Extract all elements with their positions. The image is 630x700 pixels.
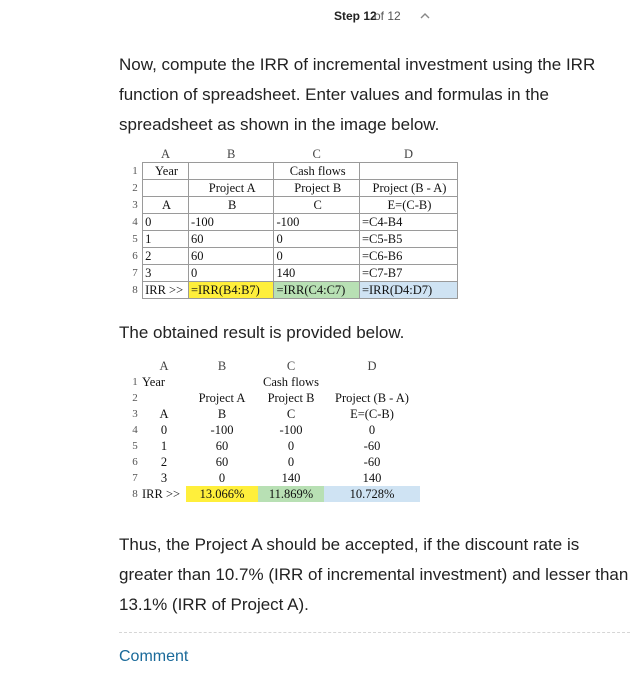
row-number: 3 — [132, 408, 138, 420]
sheet-cell: 0 — [274, 248, 360, 265]
sheet-cell: Year — [142, 375, 166, 389]
row-number: 8 — [132, 488, 138, 500]
sheet-cell: 0 — [143, 214, 189, 231]
sheet-cell: Project B — [267, 391, 315, 405]
sheet-cell: =C5-B5 — [359, 231, 457, 248]
sheet-col-header-row — [128, 358, 420, 374]
sheet-cell — [188, 163, 274, 180]
sheet-cell: Project (B - A) — [335, 391, 409, 405]
sheet-cell: 13.066% — [186, 486, 258, 502]
sheet-cell: =C7-B7 — [359, 265, 457, 282]
sheet-cell: Project B — [274, 180, 360, 197]
sheet-cell: =IRR(D4:D7) — [359, 282, 457, 299]
sheet-row — [128, 438, 420, 454]
sheet-cell: C — [274, 197, 360, 214]
sheet-cell: -60 — [363, 439, 381, 453]
col-head: D — [403, 147, 413, 161]
sheet-cell — [143, 180, 189, 197]
sheet-cell — [186, 374, 258, 390]
sheet-cell: 0 — [188, 265, 274, 282]
sheet-cell: Cash flows — [274, 163, 360, 180]
spreadsheet-results — [128, 358, 420, 502]
sheet-cell: -60 — [363, 455, 381, 469]
sheet-col-header-row — [128, 146, 458, 163]
sheet-cell: 2 — [143, 248, 189, 265]
row-number: 2 — [132, 182, 138, 194]
row-number: 6 — [132, 250, 138, 262]
sheet-cell: IRR >> — [142, 487, 181, 501]
col-head: C — [312, 147, 321, 161]
row-number: 6 — [132, 456, 138, 468]
sheet-cell: B — [188, 197, 274, 214]
row-number: 3 — [132, 199, 138, 211]
sheet-row — [128, 214, 458, 231]
sheet-row — [128, 374, 420, 390]
sheet-row — [128, 406, 420, 422]
col-head: B — [217, 359, 227, 373]
result-intro: The obtained result is provided below. — [119, 323, 405, 342]
sheet-row — [128, 282, 458, 299]
sheet-cell: 1 — [160, 439, 168, 453]
sheet-cell: A — [159, 407, 169, 421]
sheet-cell: Cash flows — [263, 375, 319, 389]
sheet-row — [128, 231, 458, 248]
sheet-cell: 60 — [215, 455, 229, 469]
sheet-cell: 60 — [215, 439, 229, 453]
row-number: 2 — [132, 392, 138, 404]
sheet-cell: 3 — [160, 471, 168, 485]
comment-link[interactable]: Comment — [119, 648, 189, 665]
step-indicator[interactable] — [0, 8, 630, 26]
sheet-cell: 2 — [160, 455, 168, 469]
sheet-cell: 0 — [160, 423, 168, 437]
sheet-cell: Project A — [198, 391, 246, 405]
sheet-cell: 3 — [143, 265, 189, 282]
row-number: 4 — [132, 216, 138, 228]
spreadsheet-formulas — [128, 146, 458, 299]
sheet-row — [128, 197, 458, 214]
row-number: 1 — [132, 376, 138, 388]
sheet-cell: =IRR(C4:C7) — [274, 282, 360, 299]
col-head: C — [286, 359, 296, 373]
col-head: B — [227, 147, 236, 161]
row-number: 1 — [132, 165, 138, 177]
sheet-cell: -100 — [279, 423, 303, 437]
sheet-cell: -100 — [188, 214, 274, 231]
row-number: 5 — [132, 440, 138, 452]
col-head: A — [161, 147, 171, 161]
sheet-row — [128, 454, 420, 470]
sheet-row — [128, 163, 458, 180]
intro-paragraph: Now, compute the IRR of incremental investment using the IRR function of spreadsheet. Enter values and formulas in the spreadsheet as shown in the image below. — [119, 55, 596, 134]
sheet-cell: 0 — [274, 231, 360, 248]
sheet-row — [128, 470, 420, 486]
sheet-row — [128, 422, 420, 438]
step-label: Step 12 — [334, 9, 377, 23]
sheet-cell: -100 — [274, 214, 360, 231]
sheet-cell: 140 — [274, 265, 360, 282]
sheet-cell: B — [217, 407, 227, 421]
sheet-cell: 0 — [218, 471, 226, 485]
col-head: A — [159, 359, 169, 373]
sheet-cell: C — [286, 407, 296, 421]
sheet-cell: 10.728% — [324, 486, 420, 502]
row-number: 4 — [132, 424, 138, 436]
sheet-cell: 0 — [287, 439, 295, 453]
sheet-cell: -100 — [210, 423, 234, 437]
sheet-cell: 140 — [362, 471, 382, 485]
sheet-row — [128, 180, 458, 197]
sheet-cell: Project A — [188, 180, 274, 197]
row-number: 8 — [132, 284, 138, 296]
chevron-up-icon[interactable] — [419, 11, 431, 21]
sheet-cell: 1 — [143, 231, 189, 248]
sheet-cell: A — [143, 197, 189, 214]
sheet-cell: E=(C-B) — [350, 407, 394, 421]
sheet-cell: 0 — [287, 455, 295, 469]
sheet-cell: E=(C-B) — [359, 197, 457, 214]
col-head: D — [367, 359, 377, 373]
sheet-cell: IRR >> — [143, 282, 189, 299]
row-number: 5 — [132, 233, 138, 245]
conclusion-paragraph: Thus, the Project A should be accepted, if the discount rate is greater than 10.7% (IRR of incremental investment) and lesser than 13.1% (IRR of Project A). — [119, 535, 629, 614]
sheet-cell: 60 — [188, 231, 274, 248]
sheet-cell: Project (B - A) — [359, 180, 457, 197]
sheet-cell — [359, 163, 457, 180]
row-number: 7 — [132, 472, 138, 484]
sheet-cell: =IRR(B4:B7) — [188, 282, 274, 299]
sheet-row — [128, 486, 420, 502]
sheet-row — [128, 248, 458, 265]
step-total: of 12 — [374, 9, 401, 23]
sheet-cell: 11.869% — [258, 486, 324, 502]
sheet-cell — [142, 390, 186, 406]
sheet-cell: 140 — [281, 471, 301, 485]
sheet-row — [128, 390, 420, 406]
sheet-row — [128, 265, 458, 282]
divider — [119, 632, 630, 633]
row-number: 7 — [132, 267, 138, 279]
sheet-cell — [324, 374, 420, 390]
sheet-cell: 0 — [368, 423, 376, 437]
sheet-cell: =C6-B6 — [359, 248, 457, 265]
sheet-cell: 60 — [188, 248, 274, 265]
sheet-cell: Year — [143, 163, 189, 180]
sheet-cell: =C4-B4 — [359, 214, 457, 231]
